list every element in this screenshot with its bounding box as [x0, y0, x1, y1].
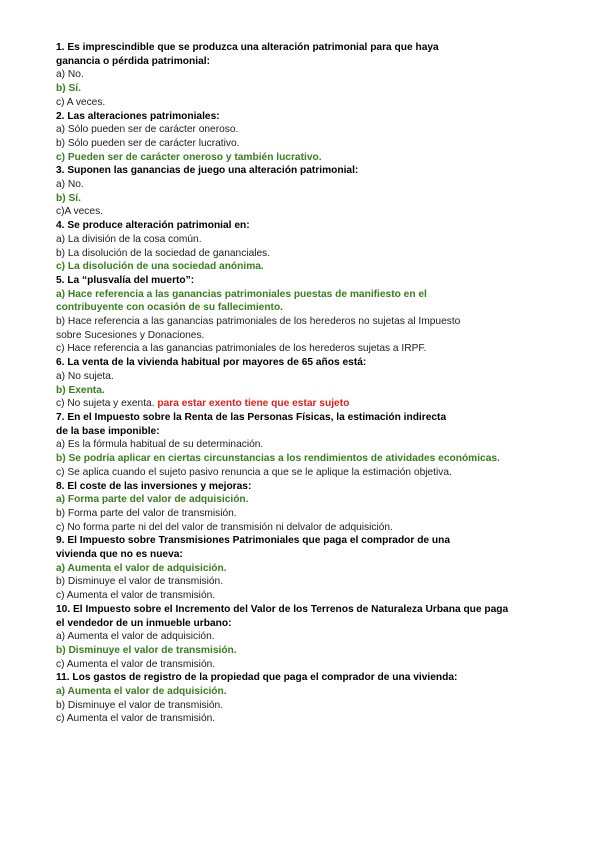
answer-option-text: a) Hace referencia a las ganancias patrimoniales puestas de manifiesto en el — [56, 288, 427, 300]
answer-option-text: a) No. — [56, 69, 84, 81]
answer-option — [56, 342, 546, 356]
answer-option — [56, 630, 546, 644]
question-block — [56, 41, 546, 110]
question-text: 10. El Impuesto sobre el Incremento del Valor de los Terrenos de Naturaleza Urbana que paga — [56, 603, 509, 615]
answer-option — [56, 658, 546, 672]
answer-option — [56, 68, 546, 82]
question-block — [56, 164, 546, 219]
answer-option-text: b) Sí. — [56, 83, 81, 95]
answer-option-text: a) No sujeta. — [56, 370, 114, 382]
answer-option-text: c) A veces. — [56, 96, 106, 108]
question-text: 3. Suponen las ganancias de juego una alteración patrimonial: — [56, 165, 359, 177]
answer-option — [56, 370, 546, 384]
question-block — [56, 356, 546, 411]
question-text: 8. El coste de las inversiones y mejoras: — [56, 480, 252, 492]
question-block — [56, 274, 546, 356]
answer-option-text: sobre Sucesiones y Donaciones. — [56, 329, 205, 341]
answer-note: para estar exento tiene que estar sujeto — [157, 398, 350, 410]
correct-answer-option — [56, 192, 546, 206]
answer-option-text: contribuyente con ocasión de su fallecimiento. — [56, 302, 284, 314]
question-text: vivienda que no es nueva: — [56, 549, 183, 561]
answer-option — [56, 315, 546, 329]
question-block — [56, 480, 546, 535]
question-text: 6. La venta de la vivienda habitual por mayores de 65 años está: — [56, 357, 367, 369]
answer-option-text: a) La división de la cosa común. — [56, 233, 202, 245]
answer-option-text: a) Es la fórmula habitual de su determinación. — [56, 439, 264, 451]
question-text: de la base imponible: — [56, 425, 160, 437]
answer-option-text: a) No. — [56, 179, 84, 191]
question-text: 11. Los gastos de registro de la propiedad que paga el comprador de una vivienda: — [56, 672, 458, 684]
answer-option-text: b) Hace referencia a las ganancias patrimoniales de los herederos no sujetas al Impuesto — [56, 316, 461, 328]
answer-option — [56, 712, 546, 726]
correct-answer-option — [56, 493, 546, 507]
question-text: 4. Se produce alteración patrimonial en: — [56, 220, 250, 232]
answer-option-text: c) Pueden ser de carácter oneroso y también lucrativo. — [56, 151, 322, 163]
answer-option — [56, 329, 546, 343]
answer-option — [56, 466, 546, 480]
answer-option — [56, 137, 546, 151]
answer-option — [56, 205, 546, 219]
answer-option — [56, 123, 546, 137]
question-text: 7. En el Impuesto sobre la Renta de las Personas Físicas, la estimación indirecta — [56, 411, 447, 423]
correct-answer-option — [56, 644, 546, 658]
answer-option-text: c) No forma parte ni del del valor de transmisión ni delvalor de adquisición. — [56, 521, 393, 533]
answer-option — [56, 178, 546, 192]
question-block — [56, 411, 546, 480]
question-text: ganancia o pérdida patrimonial: — [56, 55, 210, 67]
answer-option-text: b) Se podría aplicar en ciertas circunstancias a los rendimientos de atividades económicas. — [56, 453, 500, 465]
answer-option-text: a) Aumenta el valor de adquisición. — [56, 631, 215, 643]
correct-answer-option — [56, 562, 546, 576]
correct-answer-option — [56, 301, 546, 315]
answer-option-text: a) Sólo pueden ser de carácter oneroso. — [56, 124, 239, 136]
answer-option-text: b) Disminuye el valor de transmisión. — [56, 699, 224, 711]
correct-answer-option — [56, 82, 546, 96]
answer-option-text: c) Aumenta el valor de transmisión. — [56, 590, 216, 602]
question-block — [56, 219, 546, 274]
answer-option-text: a) Forma parte del valor de adquisición. — [56, 494, 249, 506]
answer-option-text: b) Sí. — [56, 192, 81, 204]
question-text: 5. La “plusvalía del muerto”: — [56, 274, 195, 286]
answer-option-text: c) Aumenta el valor de transmisión. — [56, 713, 216, 725]
question-text: el vendedor de un inmueble urbano: — [56, 617, 232, 629]
answer-option-text: a) Aumenta el valor de adquisición. — [56, 686, 227, 698]
question-text: 1. Es imprescindible que se produzca una alteración patrimonial para que haya — [56, 42, 439, 53]
answer-option-text: c) Se aplica cuando el sujeto pasivo renuncia a que se le aplique la estimación objetiva. — [56, 466, 452, 478]
answer-option — [56, 589, 546, 603]
answer-option-text: b) Forma parte del valor de transmisión. — [56, 507, 237, 519]
question-block — [56, 110, 546, 165]
quiz-page — [56, 41, 546, 726]
question-block — [56, 603, 546, 672]
correct-answer-option — [56, 151, 546, 165]
answer-option — [56, 96, 546, 110]
answer-option-text: b) Exenta. — [56, 384, 105, 396]
question-block — [56, 671, 546, 726]
correct-answer-option — [56, 384, 546, 398]
answer-option-text: c) Hace referencia a las ganancias patrimoniales de los herederos sujetas a IRPF. — [56, 343, 427, 355]
answer-option — [56, 575, 546, 589]
correct-answer-option — [56, 452, 546, 466]
answer-option — [56, 507, 546, 521]
answer-option-text: c) La disolución de una sociedad anónima. — [56, 261, 264, 273]
question-text: 9. El Impuesto sobre Transmisiones Patrimoniales que paga el comprador de una — [56, 535, 451, 547]
answer-option-text: b) Disminuye el valor de transmisión. — [56, 576, 224, 588]
answer-option — [56, 247, 546, 261]
answer-option — [56, 699, 546, 713]
question-block — [56, 534, 546, 603]
answer-option — [56, 521, 546, 535]
answer-option-text: b) Disminuye el valor de transmisión. — [56, 644, 237, 656]
answer-option-text: c)A veces. — [56, 206, 103, 218]
answer-option-text: a) Aumenta el valor de adquisición. — [56, 562, 227, 574]
question-text: 2. Las alteraciones patrimoniales: — [56, 110, 220, 122]
answer-option — [56, 397, 546, 411]
correct-answer-option — [56, 260, 546, 274]
answer-option-text: c) No sujeta y exenta. — [56, 398, 155, 410]
answer-option — [56, 233, 546, 247]
correct-answer-option — [56, 685, 546, 699]
answer-option — [56, 438, 546, 452]
correct-answer-option — [56, 288, 546, 302]
answer-option-text: b) Sólo pueden ser de carácter lucrativo. — [56, 137, 240, 149]
answer-option-text: b) La disolución de la sociedad de gananciales. — [56, 247, 271, 259]
answer-option-text: c) Aumenta el valor de transmisión. — [56, 658, 216, 670]
